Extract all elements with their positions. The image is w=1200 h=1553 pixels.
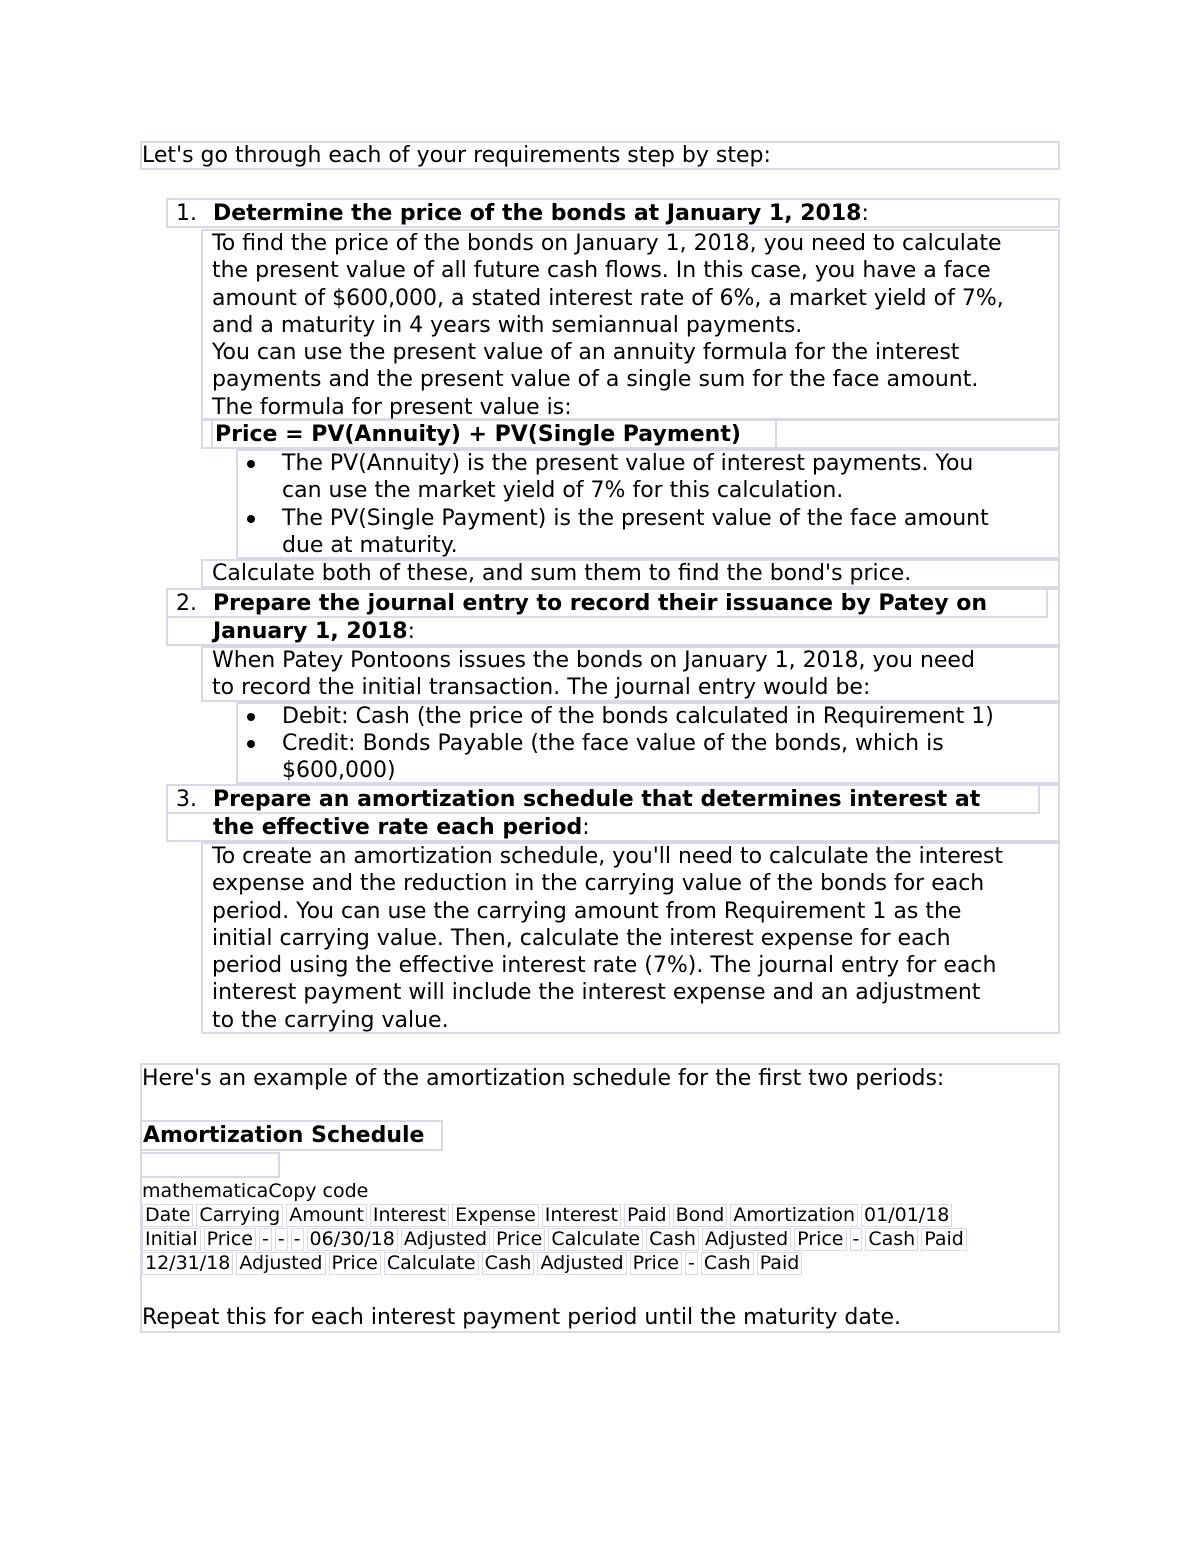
code-token: Calculate bbox=[548, 1228, 643, 1251]
bullet-line: due at maturity. bbox=[282, 533, 458, 559]
formula: Price = PV(Annuity) + PV(Single Payment) bbox=[215, 422, 741, 447]
para-line: expense and the reduction in the carrying value of the bonds for each bbox=[212, 871, 985, 897]
code-token: - bbox=[850, 1228, 863, 1251]
code-line-3 bbox=[142, 1251, 805, 1275]
copy-code-button[interactable]: Copy code bbox=[268, 1180, 369, 1202]
code-token: Cash bbox=[865, 1228, 918, 1251]
code-token: - bbox=[275, 1228, 288, 1251]
code-token: Price bbox=[630, 1252, 682, 1275]
bullet-line: can use the market yield of 7% for this calculation. bbox=[282, 478, 844, 504]
code-token: Adjusted bbox=[702, 1228, 791, 1251]
code-token: 01/01/18 bbox=[861, 1204, 952, 1227]
schedule-heading: Amortization Schedule bbox=[143, 1123, 425, 1148]
para-line: To find the price of the bonds on January 1, 2018, you need to calculate bbox=[212, 231, 1002, 256]
item1-heading-bold: Determine the price of the bonds at January 1, 2018 bbox=[213, 201, 862, 226]
code-token: Interest bbox=[542, 1204, 621, 1227]
code-token: Cash bbox=[701, 1252, 754, 1275]
code-token: Adjusted bbox=[401, 1228, 490, 1251]
para-line: amount of $600,000, a stated interest rate of 6%, a market yield of 7%, bbox=[212, 285, 1004, 311]
para-line: period. You can use the carrying amount from Requirement 1 as the bbox=[212, 898, 962, 924]
code-token: Initial bbox=[142, 1228, 201, 1251]
code-token: Price bbox=[794, 1228, 846, 1251]
para-line: the present value of all future cash flows. In this case, you have a face bbox=[212, 258, 991, 284]
para-line: initial carrying value. Then, calculate the interest expense for each bbox=[212, 925, 951, 951]
item2-heading-line1: Prepare the journal entry to record their issuance by Patey on bbox=[213, 591, 987, 616]
para-line: interest payment will include the interest expense and an adjustment bbox=[212, 980, 981, 1006]
code-token: Interest bbox=[370, 1204, 449, 1227]
code-token: Paid bbox=[624, 1204, 670, 1227]
item2-heading-line2: January 1, 2018 bbox=[213, 619, 408, 644]
item2-heading bbox=[213, 590, 987, 646]
code-token: Amount bbox=[286, 1204, 367, 1227]
item2-heading-colon: : bbox=[407, 619, 416, 644]
bullet-icon bbox=[247, 460, 255, 468]
code-token: - bbox=[259, 1228, 272, 1251]
code-token: - bbox=[291, 1228, 304, 1251]
para-line: To create an amortization schedule, you'll need to calculate the interest bbox=[212, 844, 1004, 869]
intro-text: Let's go through each of your requirements step by step: bbox=[142, 143, 771, 168]
bullet-line: The PV(Annuity) is the present value of interest payments. You bbox=[282, 451, 974, 476]
para-line: payments and the present value of a single sum for the face amount. bbox=[212, 367, 979, 393]
code-token: - bbox=[685, 1252, 698, 1275]
code-token: Paid bbox=[757, 1252, 803, 1275]
bullet-line: The PV(Single Payment) is the present value of the face amount bbox=[282, 506, 989, 531]
para-line: to the carrying value. bbox=[212, 1007, 449, 1033]
code-token: 06/30/18 bbox=[307, 1228, 398, 1251]
item1-heading-colon: : bbox=[861, 201, 869, 226]
item3-heading bbox=[213, 786, 980, 842]
code-token: Amortization bbox=[730, 1204, 858, 1227]
code-token: Bond bbox=[673, 1204, 728, 1227]
item1-heading bbox=[213, 200, 869, 227]
bullet-icon bbox=[247, 515, 255, 523]
item2-number: 2. bbox=[176, 591, 197, 616]
item3-heading-colon: : bbox=[582, 815, 590, 840]
closing-text: Repeat this for each interest payment period until the maturity date. bbox=[142, 1305, 902, 1330]
code-token: Adjusted bbox=[236, 1252, 325, 1275]
item1-bullet-2 bbox=[282, 505, 989, 560]
para-line: period using the effective interest rate (7%). The journal entry for each bbox=[212, 953, 997, 979]
para-line: and a maturity in 4 years with semiannual payments. bbox=[212, 312, 803, 338]
para-line: When Patey Pontoons issues the bonds on January 1, 2018, you need bbox=[212, 648, 975, 673]
bullet-line: Debit: Cash (the price of the bonds calculated in Requirement 1) bbox=[282, 704, 994, 729]
code-token: Carrying bbox=[196, 1204, 283, 1227]
code-token: Price bbox=[493, 1228, 545, 1251]
code-token: 12/31/18 bbox=[142, 1252, 233, 1275]
para-line: to record the initial transaction. The journal entry would be: bbox=[212, 675, 871, 701]
item3-heading-line1: Prepare an amortization schedule that determines interest at bbox=[213, 787, 981, 812]
item3-number: 3. bbox=[176, 787, 197, 812]
code-token: Date bbox=[142, 1204, 193, 1227]
bullet-line: $600,000) bbox=[282, 758, 396, 784]
bullet-line: Credit: Bonds Payable (the face value of the bonds, which is bbox=[282, 731, 944, 756]
code-token: Expense bbox=[452, 1204, 539, 1227]
item2-paragraph bbox=[212, 647, 975, 702]
code-token: Price bbox=[204, 1228, 256, 1251]
code-token: Calculate bbox=[384, 1252, 479, 1275]
para-line: You can use the present value of an annuity formula for the interest bbox=[212, 340, 960, 366]
item2-bullet-1 bbox=[282, 703, 994, 730]
code-token: Price bbox=[329, 1252, 381, 1275]
bullet-icon bbox=[247, 740, 255, 748]
code-token: Cash bbox=[482, 1252, 535, 1275]
item3-paragraph bbox=[212, 843, 1003, 1034]
item3-heading-line2: the effective rate each period bbox=[213, 815, 583, 840]
code-line-2 bbox=[142, 1227, 970, 1251]
item1-paragraph bbox=[212, 230, 1004, 421]
code-token: Paid bbox=[921, 1228, 967, 1251]
item1-closing: Calculate both of these, and sum them to find the bond's price. bbox=[212, 561, 912, 586]
para-line: The formula for present value is: bbox=[212, 394, 572, 420]
example-intro: Here's an example of the amortization schedule for the first two periods: bbox=[142, 1066, 945, 1091]
code-line-1 bbox=[142, 1203, 955, 1227]
code-token: Adjusted bbox=[537, 1252, 626, 1275]
bullet-icon bbox=[247, 713, 255, 721]
code-language-label: mathematica bbox=[142, 1180, 269, 1202]
item1-number: 1. bbox=[176, 201, 197, 226]
code-header-box bbox=[140, 1152, 280, 1178]
code-header bbox=[142, 1179, 368, 1203]
item1-bullet-1 bbox=[282, 450, 973, 505]
item2-bullet-2 bbox=[282, 730, 944, 785]
code-token: Cash bbox=[646, 1228, 699, 1251]
